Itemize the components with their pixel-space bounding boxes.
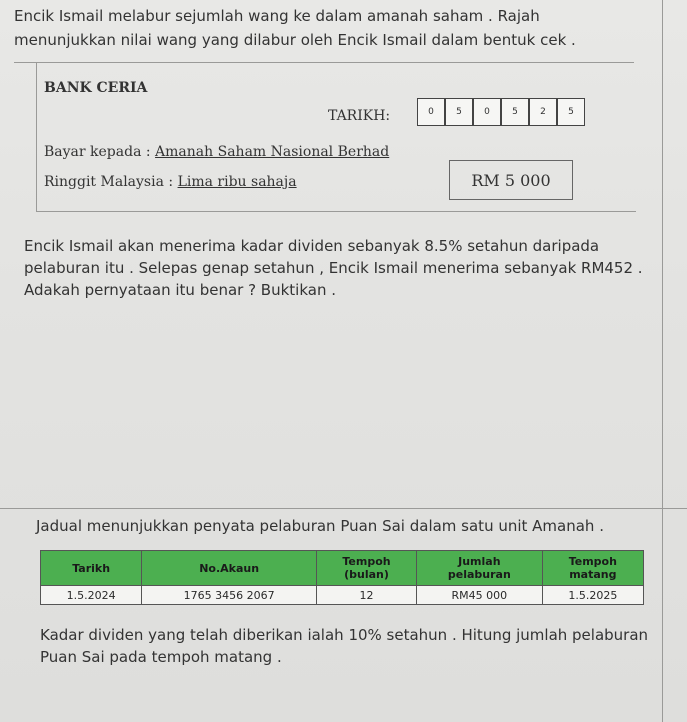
question2-line3: Adakah pernyataan itu benar ? Buktikan . bbox=[24, 281, 336, 299]
question3-line2: Puan Sai pada tempoh matang . bbox=[40, 648, 282, 666]
question2-line2: pelaburan itu . Selepas genap setahun , Encik Ismail menerima sebanyak RM452 . bbox=[24, 259, 643, 277]
header-jumlah bbox=[417, 551, 543, 586]
date-digit-box: 2 bbox=[529, 98, 557, 126]
cell-tempoh-matang: 1.5.2025 bbox=[542, 586, 643, 605]
date-digit-box: 5 bbox=[501, 98, 529, 126]
amount-words-line bbox=[44, 174, 297, 190]
section-divider bbox=[0, 508, 687, 509]
header-jumlah-line2: pelaburan bbox=[447, 568, 511, 581]
table-header-row bbox=[41, 551, 644, 586]
date-digit-box: 0 bbox=[473, 98, 501, 126]
cell-tempoh: 12 bbox=[317, 586, 417, 605]
table-caption: Jadual menunjukkan penyata pelaburan Puan Sai dalam satu unit Amanah . bbox=[36, 517, 604, 535]
cheque-top-border bbox=[14, 62, 634, 63]
payee-value: Amanah Saham Nasional Berhad bbox=[155, 144, 390, 160]
date-digit-box: 0 bbox=[417, 98, 445, 126]
header-tempoh-matang bbox=[542, 551, 643, 586]
cheque-left-border bbox=[36, 62, 37, 212]
amount-figure-box: RM 5 000 bbox=[449, 160, 573, 200]
question2-line1: Encik Ismail akan menerima kadar dividen sebanyak 8.5% setahun daripada bbox=[24, 237, 600, 255]
date-label: TARIKH: bbox=[328, 108, 391, 124]
header-tarikh: Tarikh bbox=[41, 551, 142, 586]
header-matang-line1: Tempoh bbox=[568, 555, 617, 568]
cell-tarikh: 1.5.2024 bbox=[41, 586, 142, 605]
question1-line2: menunjukkan nilai wang yang dilabur oleh Encik Ismail dalam bentuk cek . bbox=[14, 31, 576, 49]
header-tempoh bbox=[317, 551, 417, 586]
amount-words-label: Ringgit Malaysia : bbox=[44, 174, 178, 190]
header-jumlah-line1: Jumlah bbox=[458, 555, 501, 568]
date-digit-box: 5 bbox=[445, 98, 473, 126]
amount-words-value: Lima ribu sahaja bbox=[177, 174, 297, 190]
date-digit-box: 5 bbox=[557, 98, 585, 126]
cell-no-akaun: 1765 3456 2067 bbox=[142, 586, 317, 605]
header-no-akaun: No.Akaun bbox=[142, 551, 317, 586]
bank-name: BANK CERIA bbox=[44, 80, 148, 96]
header-tempoh-line2: (bulan) bbox=[344, 568, 389, 581]
payee-line bbox=[44, 144, 389, 160]
page-right-margin bbox=[662, 0, 663, 722]
header-matang-line2: matang bbox=[569, 568, 617, 581]
payee-label: Bayar kepada : bbox=[44, 144, 156, 160]
investment-statement-table bbox=[40, 550, 644, 605]
question1-line1: Encik Ismail melabur sejumlah wang ke dalam amanah saham . Rajah bbox=[14, 7, 540, 25]
cell-jumlah: RM45 000 bbox=[417, 586, 543, 605]
question3-line1: Kadar dividen yang telah diberikan ialah 10% setahun . Hitung jumlah pelaburan bbox=[40, 626, 649, 644]
table-row bbox=[41, 586, 644, 605]
cheque-bottom-border bbox=[36, 211, 636, 212]
header-tempoh-line1: Tempoh bbox=[342, 555, 391, 568]
